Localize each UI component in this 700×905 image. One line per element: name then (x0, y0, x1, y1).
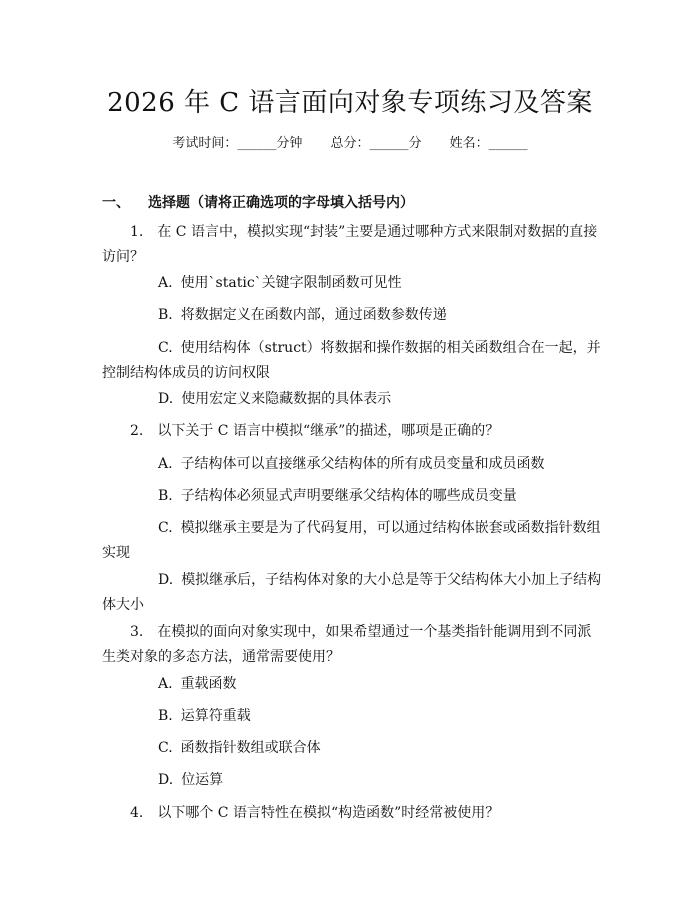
question-number: 1. (130, 224, 144, 240)
option-1c (102, 336, 602, 386)
option-text: 使用`static`关键字限制函数可见性 (180, 275, 402, 291)
question-1 (102, 220, 602, 270)
option-letter: A. (158, 456, 173, 472)
question-text: 以下关于 C 语言中模拟“继承”的描述，哪项是正确的？ (157, 423, 500, 439)
option-text: 将数据定义在函数内部，通过函数参数传递 (180, 307, 447, 323)
question-number: 2. (130, 423, 144, 439)
option-1d (102, 387, 602, 412)
option-2a (102, 452, 602, 477)
question-4 (102, 801, 602, 826)
option-text: 使用结构体（struct）将数据和操作数据的相关函数组合在一起，并控制结构体成员的访问权限 (102, 340, 601, 381)
option-letter: B. (158, 488, 173, 504)
option-letter: A. (158, 275, 173, 291)
option-text: 运算符重载 (180, 708, 251, 724)
option-letter: C. (158, 520, 173, 536)
option-2c (102, 516, 602, 566)
option-text: 模拟继承后，子结构体对象的大小总是等于父结构体大小加上子结构体大小 (102, 572, 602, 613)
question-number: 3. (130, 624, 144, 640)
option-letter: D. (158, 572, 174, 588)
question-3 (102, 620, 602, 670)
option-2b (102, 484, 602, 509)
question-2 (102, 419, 602, 444)
option-2d (102, 568, 602, 618)
exam-name: 姓名：______ (449, 136, 528, 151)
option-text: 位运算 (181, 772, 224, 788)
question-text: 以下哪个 C 语言特性在模拟“构造函数”时经常被使用？ (157, 805, 500, 821)
option-1b (102, 303, 602, 328)
option-letter: B. (158, 307, 173, 323)
option-text: 使用宏定义来隐藏数据的具体表示 (181, 391, 392, 407)
option-3c (102, 736, 602, 761)
exam-time: 考试时间：______分钟 (172, 136, 303, 151)
option-letter: C. (158, 340, 173, 356)
option-text: 子结构体可以直接继承父结构体的所有成员变量和成员函数 (180, 456, 545, 472)
exam-meta (0, 132, 700, 151)
section-heading (102, 192, 414, 212)
option-letter: D. (158, 391, 174, 407)
option-text: 重载函数 (180, 676, 237, 692)
option-3a (102, 672, 602, 697)
exam-score: 总分：______分 (330, 136, 422, 151)
option-letter: D. (158, 772, 174, 788)
option-1a (102, 271, 602, 296)
question-text: 在模拟的面向对象实现中，如果希望通过一个基类指针能调用到不同派生类对象的多态方法，通常需要使用？ (102, 624, 592, 665)
document-title: 2026 年 C 语言面向对象专项练习及答案 (107, 88, 593, 118)
option-letter: A. (158, 676, 173, 692)
option-letter: C. (158, 740, 173, 756)
section-label: 选择题（请将正确选项的字母填入括号内） (148, 195, 414, 211)
option-3d (102, 768, 602, 793)
section-number: 一、 (102, 195, 130, 211)
option-3b (102, 704, 602, 729)
option-text: 函数指针数组或联合体 (180, 740, 321, 756)
question-text: 在 C 语言中，模拟实现“封装”主要是通过哪种方式来限制对数据的直接访问？ (102, 224, 598, 265)
option-letter: B. (158, 708, 173, 724)
option-text: 子结构体必须显式声明要继承父结构体的哪些成员变量 (180, 488, 517, 504)
question-number: 4. (130, 805, 144, 821)
option-text: 模拟继承主要是为了代码复用，可以通过结构体嵌套或函数指针数组实现 (102, 520, 601, 561)
